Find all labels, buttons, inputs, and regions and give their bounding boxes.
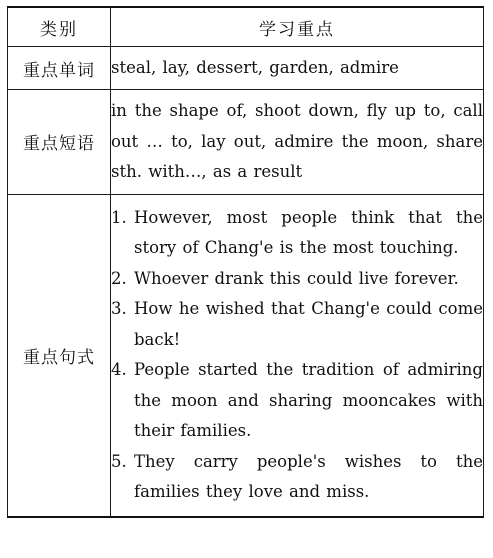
header-category: 类别 (8, 7, 111, 47)
row-category-words: 重点单词 (8, 47, 111, 90)
row-content-words: steal, lay, dessert, garden, admire (111, 47, 484, 90)
sentence-text: They carry people's wishes to the families they love and miss. (134, 451, 483, 501)
table-row (8, 90, 484, 195)
list-item (111, 203, 483, 264)
sentence-number: 2. (111, 268, 127, 288)
table-header-row (8, 7, 484, 47)
list-item (111, 264, 483, 295)
row-content-phrases: in the shape of, shoot down, fly up to, call out … to, lay out, admire the moon, share sth. with…, as a result (111, 90, 484, 195)
table-row (8, 194, 484, 517)
header-focus: 学习重点 (111, 7, 484, 47)
sentence-text: How he wished that Chang'e could come back! (134, 299, 483, 349)
sentence-number: 1. (111, 207, 127, 227)
study-focus-table (7, 6, 484, 518)
sentence-text: Whoever drank this could live forever. (134, 268, 459, 288)
list-item (111, 355, 483, 447)
row-content-sentences (111, 194, 484, 517)
sentence-number: 3. (111, 299, 127, 318)
sentence-list (111, 203, 483, 508)
list-item (111, 294, 483, 355)
sentence-number: 4. (111, 360, 127, 379)
table-row (8, 47, 484, 90)
sentence-text: However, most people think that the story of Chang'e is the most touching. (134, 207, 483, 257)
row-category-sentences: 重点句式 (8, 194, 111, 517)
sentence-text: People started the tradition of admiring the moon and sharing mooncakes with their families. (134, 360, 483, 440)
list-item (111, 447, 483, 508)
sentence-number: 5. (111, 451, 127, 471)
row-category-phrases: 重点短语 (8, 90, 111, 195)
